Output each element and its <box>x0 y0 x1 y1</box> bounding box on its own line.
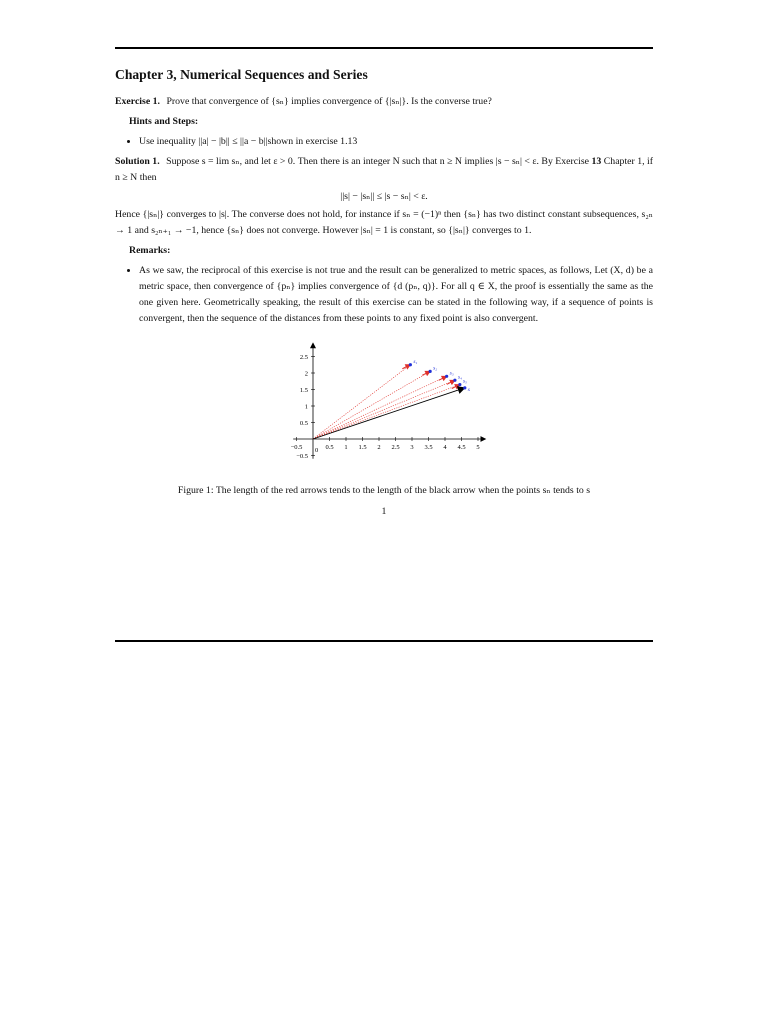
x-tick-label: 4.5 <box>457 444 466 451</box>
solution-bold-ref: 13 <box>591 156 602 167</box>
figure-caption: Figure 1: The length of the red arrows tends to the length of the black arrow when the points sₙ tends to s <box>177 485 591 496</box>
y-tick-label: 2 <box>304 370 308 378</box>
distance-ray <box>313 380 455 439</box>
y-tick-label: 0.5 <box>299 420 308 427</box>
hints-list <box>115 134 653 150</box>
solution-paragraph <box>115 154 653 186</box>
page-content <box>115 66 653 499</box>
x-tick-label: −0.5 <box>290 444 303 451</box>
sequence-point <box>429 370 432 373</box>
limit-arrow <box>313 388 465 439</box>
exercise-paragraph <box>115 94 653 110</box>
y-tick-label: 1 <box>304 403 308 411</box>
sequence-point <box>409 363 412 366</box>
x-tick-label: 5 <box>476 444 480 451</box>
remarks-list <box>115 263 653 327</box>
remark-item: • As we saw, the reciprocal of this exercise is not true and the result can be generalized to metric spaces, as follows, Let (X, d) be a metric space, then convergence of {pₙ} implies convergence of {d (pₙ, q)}. For all q ∈ X, the proof is essentially the same as the one given here. Geometrically speaking, the result of this exercise can be stated in the following way, if a sequence of points is convergent, then the sequence of the distances from these points to any fixed point is also convergent. <box>139 263 653 327</box>
x-tick-label: 2.5 <box>391 444 400 451</box>
sequence-point <box>445 375 448 378</box>
hint-item: • Use inequality ||a| − |b|| ≤ ||a − b||shown in exercise 1.13 <box>139 134 653 150</box>
x-tick-label: 1 <box>344 444 348 451</box>
point-label: s₄ <box>457 374 462 381</box>
point-label: s₅ <box>462 378 467 385</box>
point-label: s₁ <box>413 358 418 365</box>
bottom-rule <box>115 640 653 642</box>
page-number: 1 <box>381 506 387 517</box>
limit-point-label: s <box>467 386 470 393</box>
x-tick-label: 1.5 <box>358 444 367 451</box>
exercise-label: Exercise 1. <box>115 96 160 107</box>
solution-text-3: Hence {|sₙ|} converges to |s|. The converse does not hold, for instance if sₙ = (−1)ⁿ then {sₙ} has two distinct constant subsequences, s₂ₙ → 1 and s₂ₙ₊₁ → −1, hence {sₙ} does not converge. However |sₙ| = 1 is constant, so {|sₙ|} converges to 1. <box>115 209 653 236</box>
y-tick-label: −0.5 <box>296 453 308 460</box>
x-tick-label: 4 <box>443 444 447 451</box>
x-tick-label: 2 <box>377 444 381 451</box>
exercise-text: Prove that convergence of {sₙ} implies convergence of {|sₙ|}. Is the converse true? <box>166 96 492 107</box>
convergence-plot <box>115 341 653 481</box>
display-equation: ||s| − |sₙ|| ≤ |s − sₙ| < ε. <box>340 191 428 202</box>
sequence-point <box>453 379 456 382</box>
figure-1 <box>115 341 653 481</box>
solution-text-2: Chapter 1, if n ≥ N then <box>115 156 654 183</box>
x-tick-label: 3.5 <box>424 444 433 451</box>
x-tick-label: 0.5 <box>325 444 334 451</box>
y-tick-label: 1.5 <box>299 387 308 394</box>
solution-text-1: Suppose s = lim sₙ, and let ε > 0. Then there is an integer N such that n ≥ N implies |s − sₙ| < ε. By Exercise <box>166 156 590 167</box>
point-label: s₂ <box>433 365 438 372</box>
x-tick-label: 3 <box>410 444 414 451</box>
point-label: s₃ <box>449 370 454 377</box>
solution-label: Solution 1. <box>115 156 160 167</box>
distance-ray <box>313 376 447 439</box>
remarks-heading: Remarks: <box>129 245 171 256</box>
y-tick-label: 2.5 <box>299 354 308 361</box>
distance-ray <box>313 385 460 439</box>
limit-point <box>463 386 466 389</box>
distance-ray <box>313 365 410 439</box>
chapter-title: Chapter 3, Numerical Sequences and Series <box>115 67 368 82</box>
origin-label: 0 <box>315 447 319 454</box>
hints-heading: Hints and Steps: <box>129 116 199 127</box>
top-rule <box>115 47 653 49</box>
sequence-point <box>458 383 461 386</box>
